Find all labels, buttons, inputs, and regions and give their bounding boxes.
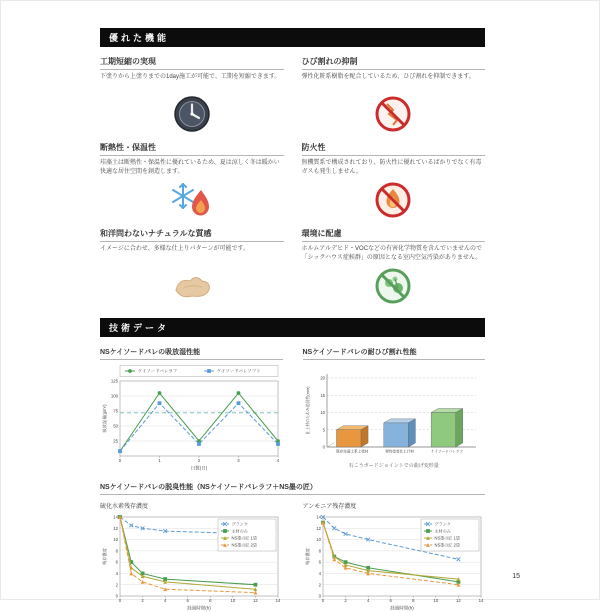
svg-text:14: 14: [275, 598, 281, 603]
svg-text:8: 8: [318, 548, 321, 554]
feature-title: 環境に配慮: [302, 228, 486, 242]
feature-natural-texture: [100, 228, 284, 307]
svg-text:14: 14: [113, 514, 118, 520]
h2s-svg: [100, 512, 283, 612]
svg-text:4: 4: [318, 571, 321, 577]
svg-text:0: 0: [318, 593, 321, 599]
svg-text:0: 0: [115, 593, 118, 599]
feature-title: 工期短縮の実現: [100, 56, 284, 70]
feature-title: ひび割れの抑制: [302, 56, 486, 70]
svg-text:3: 3: [237, 458, 240, 463]
nh3-chart-block: [303, 501, 486, 612]
h2s-chart: [100, 512, 283, 612]
svg-text:残存濃度: 残存濃度: [304, 548, 310, 565]
svg-text:10: 10: [315, 537, 321, 543]
tech-charts-row: [100, 347, 485, 472]
h2s-chart-title: 硫化水素残存濃度: [100, 504, 149, 510]
feature-construction-period: [100, 56, 284, 135]
moisture-chart: [100, 364, 283, 472]
svg-text:6: 6: [389, 598, 392, 603]
svg-text:14: 14: [315, 514, 321, 520]
svg-text:0: 0: [321, 598, 324, 603]
svg-text:8: 8: [209, 598, 212, 603]
svg-text:100: 100: [110, 393, 118, 399]
svg-text:主材のみ: 主材のみ: [434, 528, 451, 534]
moisture-chart-title: NSケイソードバレの吸放湿性能: [100, 347, 283, 360]
tech-banner-label: 技術データ: [109, 323, 170, 333]
moisture-svg: [100, 364, 283, 472]
svg-text:0: 0: [118, 598, 122, 603]
svg-text:2: 2: [343, 598, 347, 603]
svg-text:2: 2: [318, 582, 321, 588]
page-content: [100, 28, 485, 612]
feature-crack-suppression: [302, 56, 486, 135]
svg-text:4: 4: [163, 598, 167, 603]
feature-body: 下塗りから上塗りまでの1day施工が可能で、工期を短縮できます。: [100, 74, 281, 80]
feature-title: 断熱性・保温性: [100, 142, 284, 156]
svg-text:50: 50: [113, 423, 118, 429]
clock-icon: [100, 93, 284, 135]
page-number: 15: [512, 573, 520, 580]
svg-text:経過時間(h): 経過時間(h): [389, 605, 414, 611]
crack-chart-title: NSケイソードバレの耐ひび割れ性能: [303, 347, 486, 360]
svg-text:NS墨の匠 1袋: NS墨の匠 1袋: [434, 535, 460, 541]
feature-title: 和洋問わないナチュラルな質感: [100, 228, 284, 242]
nh3-svg: [303, 512, 486, 612]
svg-text:25: 25: [113, 438, 118, 444]
svg-text:2: 2: [141, 598, 144, 603]
svg-text:弾性塗装仕上げ材: 弾性塗装仕上げ材: [384, 449, 414, 454]
no-fire-icon: [302, 179, 486, 221]
svg-text:10: 10: [230, 598, 236, 603]
crack-chart-block: [303, 347, 486, 472]
svg-text:ブランク: ブランク: [434, 521, 451, 527]
no-crack-icon: [302, 93, 486, 135]
svg-text:10: 10: [113, 537, 118, 543]
svg-text:0: 0: [322, 444, 325, 450]
feature-body: 無機質系で構成されており、防火性に優れているばかりでなく有毒ガスも発生しません。: [301, 160, 482, 175]
svg-text:NS墨の匠 2袋: NS墨の匠 2袋: [231, 542, 257, 548]
section-banner-tech: [100, 318, 485, 337]
svg-text:残存濃度: 残存濃度: [102, 548, 107, 565]
svg-text:ブランク: ブランク: [231, 521, 248, 527]
svg-text:6: 6: [186, 598, 189, 603]
svg-text:2: 2: [197, 458, 201, 463]
h2s-chart-block: [100, 501, 283, 612]
nh3-chart-title: アンモニア残存濃度: [302, 504, 357, 510]
crack-chart: [303, 364, 486, 460]
feature-environment: [302, 228, 486, 307]
svg-text:ケイソードバレラフ: ケイソードバレラフ: [430, 449, 463, 454]
svg-text:既存珪藻土系上塗材: 既存珪藻土系上塗材: [335, 449, 368, 454]
svg-text:75: 75: [113, 408, 118, 414]
svg-text:2: 2: [115, 582, 118, 588]
svg-text:0: 0: [118, 458, 122, 463]
feature-body: イメージに合わせ、多様な仕上りパターンが可能です。: [100, 246, 250, 252]
svg-text:15: 15: [319, 392, 325, 398]
feature-body: ホルムアルデヒド・VOCなどの有害化学物質を含んでいませんので「シックハウス症候群」の原因となる室内空気汚染がありません。: [301, 246, 483, 261]
svg-text:8: 8: [115, 548, 118, 554]
svg-text:NS墨の匠 2袋: NS墨の匠 2袋: [434, 542, 460, 548]
svg-text:日数(日): 日数(日): [190, 465, 208, 471]
svg-text:4: 4: [276, 458, 280, 463]
feature-body: 弾性化粧系樹脂を配合しているため、ひび割れを抑制できます。: [301, 74, 475, 80]
feature-title: 防火性: [302, 142, 486, 156]
svg-text:12: 12: [455, 598, 461, 603]
section-banner-features: [100, 28, 485, 47]
svg-text:4: 4: [366, 598, 369, 603]
svg-text:10: 10: [432, 598, 438, 603]
crack-chart-caption: 石こうボードジョイントでの曲げ変形量: [348, 463, 439, 469]
feature-fire-resistance: [302, 142, 486, 221]
svg-text:4: 4: [115, 571, 118, 577]
texture-icon: [100, 265, 284, 307]
svg-text:8: 8: [411, 598, 414, 603]
svg-text:主材のみ: 主材のみ: [231, 528, 248, 534]
feature-insulation: [100, 142, 284, 221]
crack-svg: [303, 364, 486, 460]
svg-text:経過時間(h): 経過時間(h): [187, 605, 211, 611]
svg-text:5: 5: [322, 427, 325, 433]
svg-text:NS墨の匠 1袋: NS墨の匠 1袋: [231, 535, 257, 541]
moisture-chart-block: [100, 347, 283, 472]
svg-text:仕上材のたわみ追従性(mm): 仕上材のたわみ追従性(mm): [304, 386, 310, 435]
svg-text:12: 12: [315, 525, 321, 531]
svg-text:12: 12: [113, 525, 118, 531]
svg-text:吸放湿量(g/m²): 吸放湿量(g/m²): [102, 404, 107, 433]
svg-text:ケイソードバレラフ: ケイソードバレラフ: [138, 368, 178, 374]
svg-text:6: 6: [115, 559, 118, 565]
svg-text:12: 12: [253, 598, 258, 603]
thermal-icon: [100, 179, 284, 221]
svg-text:1: 1: [158, 458, 161, 463]
svg-text:125: 125: [110, 378, 118, 384]
nh3-chart: [303, 512, 486, 612]
features-grid: [100, 56, 485, 314]
svg-text:14: 14: [478, 598, 483, 603]
feature-body: 珪藻土は断熱性・保温性に優れているため、夏は涼しく冬は暖かい快適な居住空間を創造します。: [100, 160, 280, 175]
svg-text:6: 6: [318, 559, 321, 565]
deodor-section-heading: NSケイソードバレの脱臭性能（NSケイソードバレラフ＋NS墨の匠）: [100, 482, 485, 495]
svg-text:10: 10: [319, 410, 325, 416]
no-voc-icon: [302, 265, 486, 307]
svg-text:ケイソードバレソフト: ケイソードバレソフト: [217, 368, 261, 374]
svg-text:20: 20: [319, 375, 325, 381]
features-banner-label: 優れた機能: [109, 33, 170, 43]
deodor-charts-row: [100, 501, 485, 612]
